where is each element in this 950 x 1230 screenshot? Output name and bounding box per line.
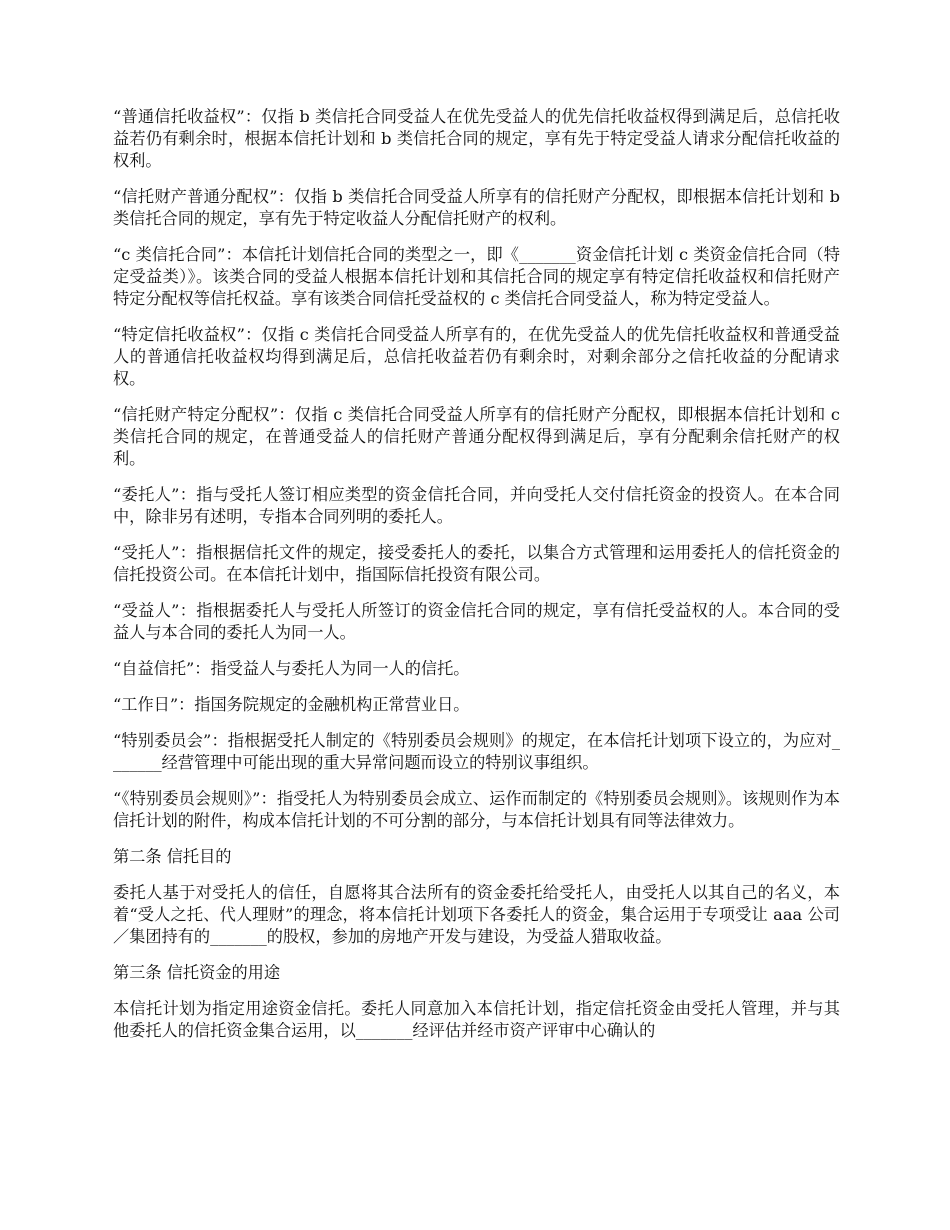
definition-paragraph: “c 类信托合同”：本信托计划信托合同的类型之一，即《_______资金信托计划 c 类资金信托合同（特定受益类）》。该类合同的受益人根据本信托计划和其信托合同的规定享有特定信托收益权和信托财产特定分配权等信托权益。享有该类合同信托受益权的 c 类信托合同受益人，称为特定受益人。 bbox=[113, 245, 840, 308]
definition-paragraph: “信托财产普通分配权”：仅指 b 类信托合同受益人所享有的信托财产分配权，即根据本信托计划和 b 类信托合同的规定，享有先于特定收益人分配信托财产的权利。 bbox=[113, 187, 840, 228]
definition-paragraph: “特别委员会”：指根据受托人制定的《特别委员会规则》的规定，在本信托计划项下设立的，为应对_______经营管理中可能出现的重大异常问题而设立的特别议事组织。 bbox=[113, 731, 840, 772]
definition-paragraph: “受托人”：指根据信托文件的规定，接受委托人的委托，以集合方式管理和运用委托人的信托资金的信托投资公司。在本信托计划中，指国际信托投资有限公司。 bbox=[113, 543, 840, 584]
definition-paragraph: “信托财产特定分配权”：仅指 c 类信托合同受益人所享有的信托财产分配权，即根据本信托计划和 c 类信托合同的规定，在普通受益人的信托财产普通分配权得到满足后，享有分配剩余信托财产的权利。 bbox=[113, 405, 840, 468]
definition-paragraph: “委托人”：指与受托人签订相应类型的资金信托合同，并向受托人交付信托资金的投资人。在本合同中，除非另有述明，专指本合同列明的委托人。 bbox=[113, 485, 840, 526]
definition-paragraph: “工作日”：指国务院规定的金融机构正常营业日。 bbox=[113, 695, 470, 714]
article-3-heading: 第三条 信托资金的用途 bbox=[113, 963, 281, 982]
definition-paragraph: “特定信托收益权”：仅指 c 类信托合同受益人所享有的，在优先受益人的优先信托收益权和普通受益人的普通信托收益权均得到满足后，总信托收益若仍有剩余时，对剩余部分之信托收益的分配请求权。 bbox=[113, 325, 840, 388]
definition-paragraph: “受益人”：指根据委托人与受托人所签订的资金信托合同的规定，享有信托受益权的人。本合同的受益人与本合同的委托人为同一人。 bbox=[113, 601, 840, 642]
definition-paragraph: “《特别委员会规则》”：指受托人为特别委员会成立、运作而制定的《特别委员会规则》。该规则作为本信托计划的附件，构成本信托计划的不可分割的部分，与本信托计划具有同等法律效力。 bbox=[113, 789, 840, 830]
definition-paragraph: “普通信托收益权”：仅指 b 类信托合同受益人在优先受益人的优先信托收益权得到满足后，总信托收益若仍有剩余时，根据本信托计划和 b 类信托合同的规定，享有先于特定受益人请求分配信托收益的权利。 bbox=[113, 107, 840, 170]
article-3-body: 本信托计划为指定用途资金信托。委托人同意加入本信托计划，指定信托资金由受托人管理，并与其他委托人的信托资金集合运用，以_______经评估并经市资产评审中心确认的 bbox=[113, 999, 840, 1040]
article-2-body: 委托人基于对受托人的信任，自愿将其合法所有的资金委托给受托人，由受托人以其自己的名义，本着“受人之托、代人理财”的理念，将本信托计划项下各委托人的资金，集合运用于专项受让 aaa 公司／集团持有的_______的股权，参加的房地产开发与建设，为受益人猎取收益。 bbox=[113, 883, 840, 946]
definition-paragraph: “自益信托”：指受益人与委托人为同一人的信托。 bbox=[113, 659, 470, 678]
document-page bbox=[113, 106, 840, 1056]
article-2-heading: 第二条 信托目的 bbox=[113, 847, 232, 866]
